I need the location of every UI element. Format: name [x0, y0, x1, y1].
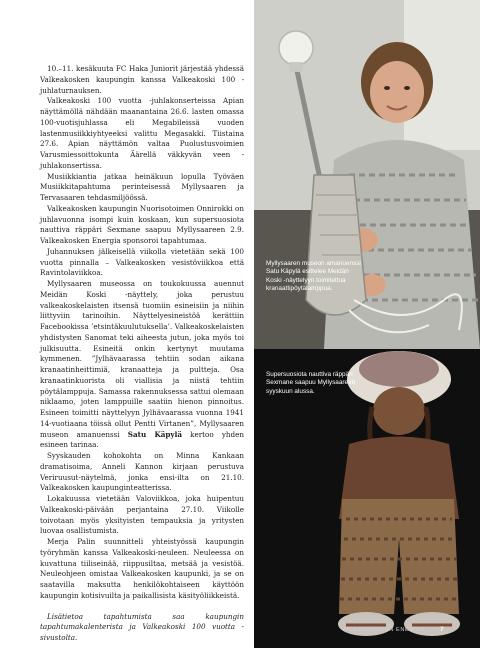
photo-caption-rapper: Supersuosiota nauttiva räppäri Sexmane saapuu Myllysaareen syyskuun alussa.	[266, 371, 356, 395]
photo-curator-with-lamp	[254, 0, 480, 349]
article-text-column	[40, 64, 244, 644]
paragraph-music-event: Musiikkiantia jatkaa heinäkuun lopulla Työväen Musiikkitapahtuma perinteisessä Myllysaaren ja Tervasaaren tehdasmiljöössä.	[40, 171, 244, 202]
paragraph-light-week: Lokakuussa vietetään Valoviikkoa, joka huipentuu Valkeakoski-päivään perjantaina 27.10. Viikolle toivotaan myös yksityisten tempauksia ja yritysten luovaa osallistumista.	[40, 494, 244, 536]
photo-rapper	[254, 349, 480, 648]
photo-caption-curator: Myllysaaren museon amanuenssi Satu Käpylä esittelee Meidän Koski -näyttelyyn toimitettua kranaattipöytälamppua.	[266, 260, 361, 293]
museum-text: Myllysaaren museossa on toukokuussa auennut Meidän Koski -näyttely, joka perustuu valkeakoskelaisten itsensä tuomiin esineisiin ja niihin liittyviin tarinoihin. Näyttelyesineistöä kerättiin Facebookissa ’etsintäkuulutuksella’. Valkeakoskelaisten yhdistysten Sanomat teki aiheesta jutun, joka myös toi julkisuutta. Esineitä onkin kertynyt muutama kymmenen. ”Jylhävaarassa tehtiin sodan aikana kranaatinheittimiä, kranaatteja ja pultteja. Osa kranaatinkuorista oli viallisia ja niistä tehtiin pöytälamppuja. Samassa rakennuksessa sattui olemaan niklaamo, joten lamppuille saatiin hienon pinnoitus. Esineen toimitti näyttelyyn Jylhävaarassa vuonna 1941 14-vuotiaana töissä ollut Pentti Virtanen”, Myllysaaren museon amanuenssi	[40, 279, 244, 439]
museum-text-end: kertoo yhden esineen tarinaa.	[40, 429, 244, 450]
curator-name: Satu Käpylä	[127, 429, 182, 439]
paragraph-knit: Merja Palin suunnitteli yhteistyössä kaupungin työryhmän kanssa Valkeakoski-neuleen. Neuleessa on kuvattuna tiiliseinää, riippusiltaa, metsää ja vesistöä. Neuleohjeen omistaa Valkeakosken kaupunki, ja se on saatavilla maksutta henkilökohtaiseen käyttöön kaupungin kotisivuilta ja paikallisista käsityöliikkeistä.	[40, 537, 244, 600]
paragraph-concerts: Valkeakoski 100 vuotta -juhlakonserteissa Apian näyttämöllä nähdään maanantaina 26.6. lasten omassa 100-vuotisjuhlassa eli Megabileissä vuoden lastenmusiikkiyhtyeeksi valittu Megasakki. Tiistaina 27.6. Apian näyttämön valtaa Puolustusvoimien Varusmiessoittokunta Äärellä väkkyvän veen -juhlakonsertissa.	[40, 96, 244, 170]
footer-publication-name: VALKEAKOSKEN ENERGIA	[342, 627, 426, 633]
paragraph-tournament: 10.–11. kesäkuuta FC Haka Juniorit järjestää yhdessä Valkeakosken kaupungin kanssa Valkeakoski 100 -juhlaturnauksen.	[40, 64, 244, 95]
paragraph-onnirokki: Valkeakosken kaupungin Nuorisotoimen Onnirokki on juhlavuonna isompi kuin koskaan, kun supersuosiota nauttiva räppäri Sexmane saapuu Myllysaareen 2.9. Valkeakosken Energia sponsoroi tapahtumaa.	[40, 203, 244, 245]
curator-photo-illustration	[254, 0, 480, 349]
page-number: 7	[440, 626, 444, 633]
closing-note: Lisätietoa tapahtumista saa kaupungin tapahtumakalenterista ja Valkeakoski 100 vuotta -sivustolta.	[40, 611, 244, 642]
paragraph-theatre: Syyskauden kohokohta on Minna Kankaan dramatisoima, Anneli Kannon kirjaan perustuva Veriruusut-näytelmä, jonka ensi-ilta on 21.10. Valkeakosken kaupunginteatterissa.	[40, 451, 244, 493]
paragraph-museum	[40, 279, 244, 451]
paragraph-weeks: Juhannuksen jälkeisellä viikolla vietetään sekä 100 vuotta pinnalla – Valkeakosken vesistöviikkoa että Ravintolaviikkoa.	[40, 246, 244, 278]
